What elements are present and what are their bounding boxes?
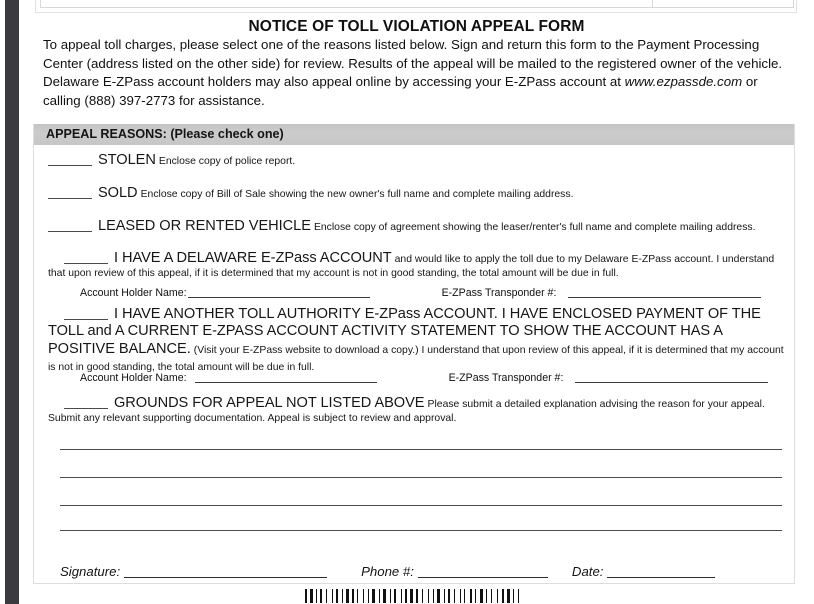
intro-paragraph-2-suffix: or calling (888) 397-2773 for assistance. xyxy=(43,74,758,108)
reason-detail-grounds-not-listed: Please submit a detailed explanation advising the reason for your appeal. Submit any relevant supporting documentation. Appeal is subject to review and approval. xyxy=(48,399,765,424)
reason-detail-delaware-ezpass-account: and would like to apply the toll due to my Delaware E-ZPass account. I understand that upon review of this appeal, if it is determined that my account is not in good standing, the total amount will be due in full. xyxy=(48,254,775,279)
phone-input[interactable] xyxy=(418,566,548,578)
transponder-input-another[interactable] xyxy=(575,371,768,383)
page-title: NOTICE OF TOLL VIOLATION APPEAL FORM xyxy=(248,18,585,35)
reason-heading-grounds-not-listed: GROUNDS FOR APPEAL NOT LISTED ABOVE xyxy=(114,395,425,411)
phone-label: Phone #: xyxy=(361,564,414,579)
signature-label: Signature: xyxy=(60,564,121,579)
top-table-fragment xyxy=(35,0,797,13)
explanation-line-2[interactable] xyxy=(60,477,782,478)
transponder-input-delaware[interactable] xyxy=(568,286,761,298)
reason-detail-sold: Enclose copy of Bill of Sale showing the new owner's full name and complete mailing address. xyxy=(140,189,574,200)
reason-heading-another-toll-authority-line1: I HAVE ANOTHER TOLL AUTHORITY E-ZPass ACCOUNT. I HAVE ENCLOSED PAYMENT OF THE TOLL and A xyxy=(48,306,761,340)
checkbox-blank-delaware-ezpass-account[interactable] xyxy=(64,252,108,264)
intro-paragraph-2 xyxy=(43,73,783,110)
date-input[interactable] xyxy=(607,566,715,578)
account-holder-label-another: Account Holder Name: xyxy=(80,372,187,384)
transponder-label-delaware: E-ZPass Transponder #: xyxy=(441,287,557,299)
reason-another-toll-authority[interactable] xyxy=(48,306,790,377)
checkbox-blank-stolen[interactable] xyxy=(48,154,92,166)
reason-sold[interactable] xyxy=(48,187,783,202)
date-label: Date: xyxy=(571,564,604,579)
explanation-line-1[interactable] xyxy=(60,449,782,450)
checkbox-blank-leased-or-rented[interactable] xyxy=(48,220,92,232)
reason-detail-leased-or-rented: Enclose copy of agreement showing the leaser/renter's full name and complete mailing address. xyxy=(313,222,756,233)
account-holder-label-delaware: Account Holder Name: xyxy=(80,287,187,299)
intro-text xyxy=(43,36,783,110)
scanned-page xyxy=(19,0,814,604)
reason-leased-or-rented[interactable] xyxy=(48,220,783,235)
explanation-line-4[interactable] xyxy=(60,530,782,531)
transponder-label-another: E-ZPass Transponder #: xyxy=(448,372,564,384)
signature-row[interactable] xyxy=(60,564,790,579)
appeal-reasons-header: APPEAL REASONS: (Please check one) xyxy=(34,124,794,145)
reason-heading-delaware-ezpass-account: I HAVE A DELAWARE E-ZPass ACCOUNT xyxy=(114,250,392,266)
reason-heading-leased-or-rented: LEASED OR RENTED VEHICLE xyxy=(98,218,311,234)
account-fields-delaware[interactable] xyxy=(80,286,800,299)
reason-detail-another-toll-authority: (Visit your E-ZPass website to download a copy.) I understand that upon review of this appeal, if it is determined that my account is not in good standing, the total amount will be due in full. xyxy=(48,344,784,374)
account-fields-another-authority[interactable] xyxy=(80,371,800,384)
reason-heading-stolen: STOLEN xyxy=(98,152,156,168)
account-holder-input-another[interactable] xyxy=(195,371,377,383)
checkbox-blank-grounds-not-listed[interactable] xyxy=(64,397,108,409)
checkbox-blank-sold[interactable] xyxy=(48,187,92,199)
reason-detail-stolen: Enclose copy of police report. xyxy=(158,156,296,167)
reason-stolen[interactable] xyxy=(48,154,783,169)
explanation-line-3[interactable] xyxy=(60,505,782,506)
scrollbar-gutter[interactable] xyxy=(5,0,19,604)
reason-delaware-ezpass-account[interactable] xyxy=(48,252,788,280)
intro-paragraph-1: To appeal toll charges, please select one of the reasons listed below. Sign and return this form to the Payment Processing Center (address listed on the other side) for review. Results of the appeal will be mailed to the registered owner of the vehicle. xyxy=(43,37,783,71)
reason-heading-another-toll-authority-line2: CURRENT E-ZPASS ACCOUNT ACTIVITY STATEMENT TO SHOW THE ACCOUNT HAS A POSITIVE BALANCE. xyxy=(48,323,723,357)
ezpass-website-link[interactable]: www.ezpassde.com xyxy=(624,74,743,90)
intro-paragraph-2-prefix: Delaware E-ZPass account holders may also appeal online by accessing your E-ZPass account at xyxy=(43,74,625,90)
checkbox-blank-another-toll-authority[interactable] xyxy=(64,308,108,320)
account-holder-input-delaware[interactable] xyxy=(188,286,370,298)
top-table-column-divider xyxy=(652,0,653,8)
top-table-inner-border xyxy=(40,0,794,8)
reason-grounds-not-listed[interactable] xyxy=(48,397,790,425)
appeal-reasons-box xyxy=(33,124,795,584)
signature-input[interactable] xyxy=(124,566,327,578)
reason-heading-sold: SOLD xyxy=(98,185,138,201)
barcode xyxy=(305,589,537,603)
